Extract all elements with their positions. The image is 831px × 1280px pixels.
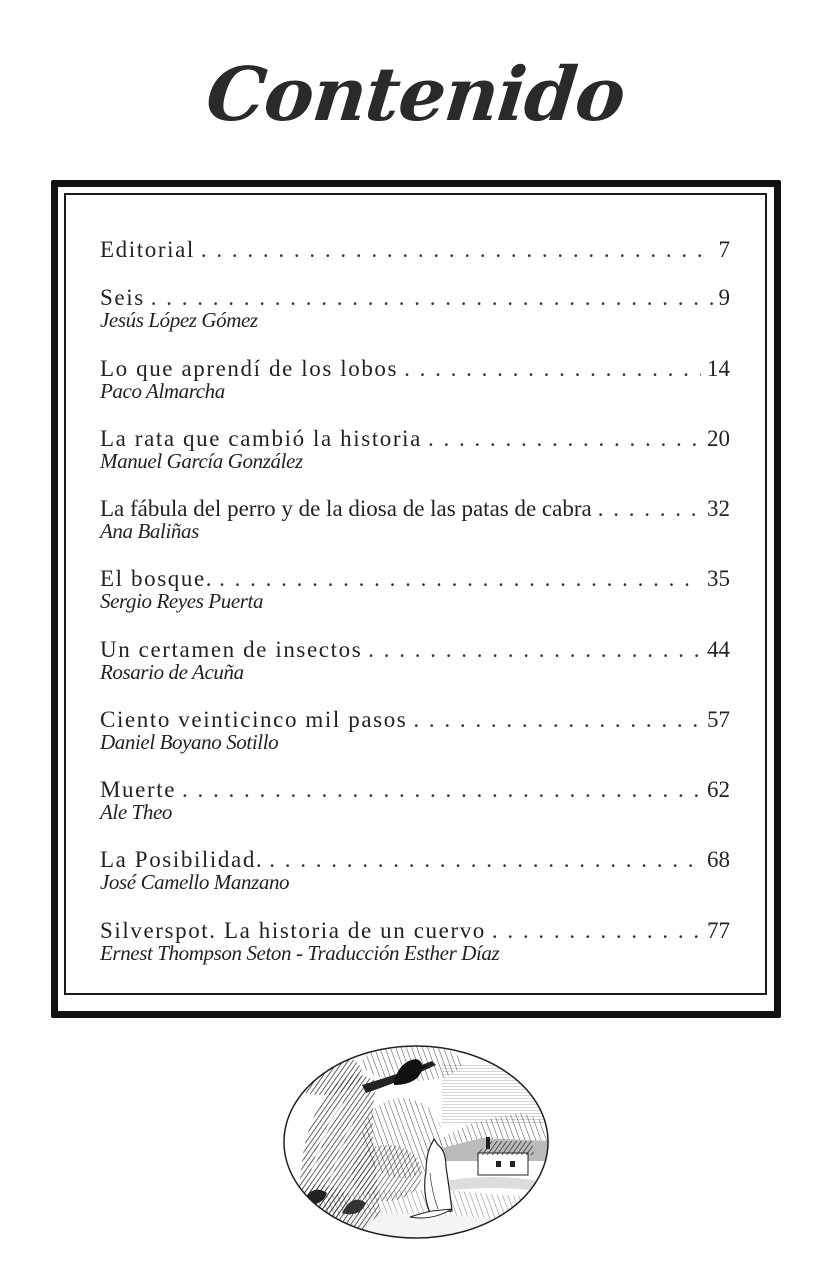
- dot-leader: [428, 425, 701, 453]
- dot-leader: [404, 355, 701, 383]
- entry-title: La fábula del perro y de la diosa de las patas de cabra: [100, 495, 598, 523]
- dot-leader: [413, 706, 701, 734]
- dot-leader: [492, 917, 701, 945]
- entry-title: Ciento veinticinco mil pasos: [100, 706, 413, 734]
- entry-page-number: 14: [701, 355, 730, 383]
- entry-page-number: 68: [701, 846, 730, 874]
- entry-page-number: 57: [701, 706, 730, 734]
- entry-author: Jesús López Gómez: [100, 308, 258, 332]
- dot-leader: [598, 495, 701, 523]
- entry-author: Daniel Boyano Sotillo: [100, 730, 279, 754]
- entry-title: Muerte: [100, 776, 182, 804]
- entry-page-number: 35: [701, 565, 730, 593]
- entry-title: Lo que aprendí de los lobos: [100, 355, 404, 383]
- entry-author: Ana Baliñas: [100, 519, 199, 543]
- page-title: Contenido: [202, 52, 629, 138]
- entry-author: Manuel García González: [100, 449, 303, 473]
- toc-entry-rata[interactable]: [100, 425, 730, 472]
- entry-page-number: 77: [701, 917, 730, 945]
- dot-leader: [182, 776, 701, 804]
- toc-entry-silverspot[interactable]: [100, 917, 730, 964]
- entry-title: Seis: [100, 284, 151, 312]
- entry-author: Rosario de Acuña: [100, 660, 244, 684]
- entry-title: El bosque.: [100, 565, 219, 593]
- dot-leader: [219, 565, 701, 593]
- entry-title: La Posibilidad.: [100, 846, 269, 874]
- toc-entry-bosque[interactable]: [100, 565, 730, 612]
- entry-page-number: 44: [701, 636, 730, 664]
- entry-page-number: 62: [701, 776, 730, 804]
- toc-entry-insectos[interactable]: [100, 636, 730, 683]
- entry-title: La rata que cambió la historia: [100, 425, 428, 453]
- entry-author: Ale Theo: [100, 800, 173, 824]
- entry-author: Sergio Reyes Puerta: [100, 589, 264, 613]
- entry-page-number: 7: [713, 236, 731, 264]
- engraving-fox-and-crow-icon: [282, 1043, 550, 1241]
- entry-page-number: 32: [701, 495, 730, 523]
- entry-title: Un certamen de insectos: [100, 636, 368, 664]
- toc-entry-pasos[interactable]: [100, 706, 730, 753]
- dot-leader: [368, 636, 701, 664]
- dot-leader: [269, 846, 701, 874]
- entry-title: Editorial: [100, 236, 201, 264]
- entry-title: Silverspot. La historia de un cuervo: [100, 917, 492, 945]
- toc-entry-muerte[interactable]: [100, 776, 730, 823]
- toc-entry-lobos[interactable]: [100, 355, 730, 402]
- entry-author: Paco Almarcha: [100, 379, 225, 403]
- toc-entry-posibilidad[interactable]: [100, 846, 730, 893]
- toc-entry-editorial[interactable]: [100, 236, 730, 264]
- entry-page-number: 20: [701, 425, 730, 453]
- dot-leader: [201, 236, 713, 264]
- toc-entry-seis[interactable]: [100, 284, 730, 331]
- toc-entry-fabula[interactable]: [100, 495, 730, 542]
- entry-author: José Camello Manzano: [100, 870, 290, 894]
- entry-author: Ernest Thompson Seton - Traducción Esther Díaz: [100, 941, 500, 965]
- entry-page-number: 9: [713, 284, 731, 312]
